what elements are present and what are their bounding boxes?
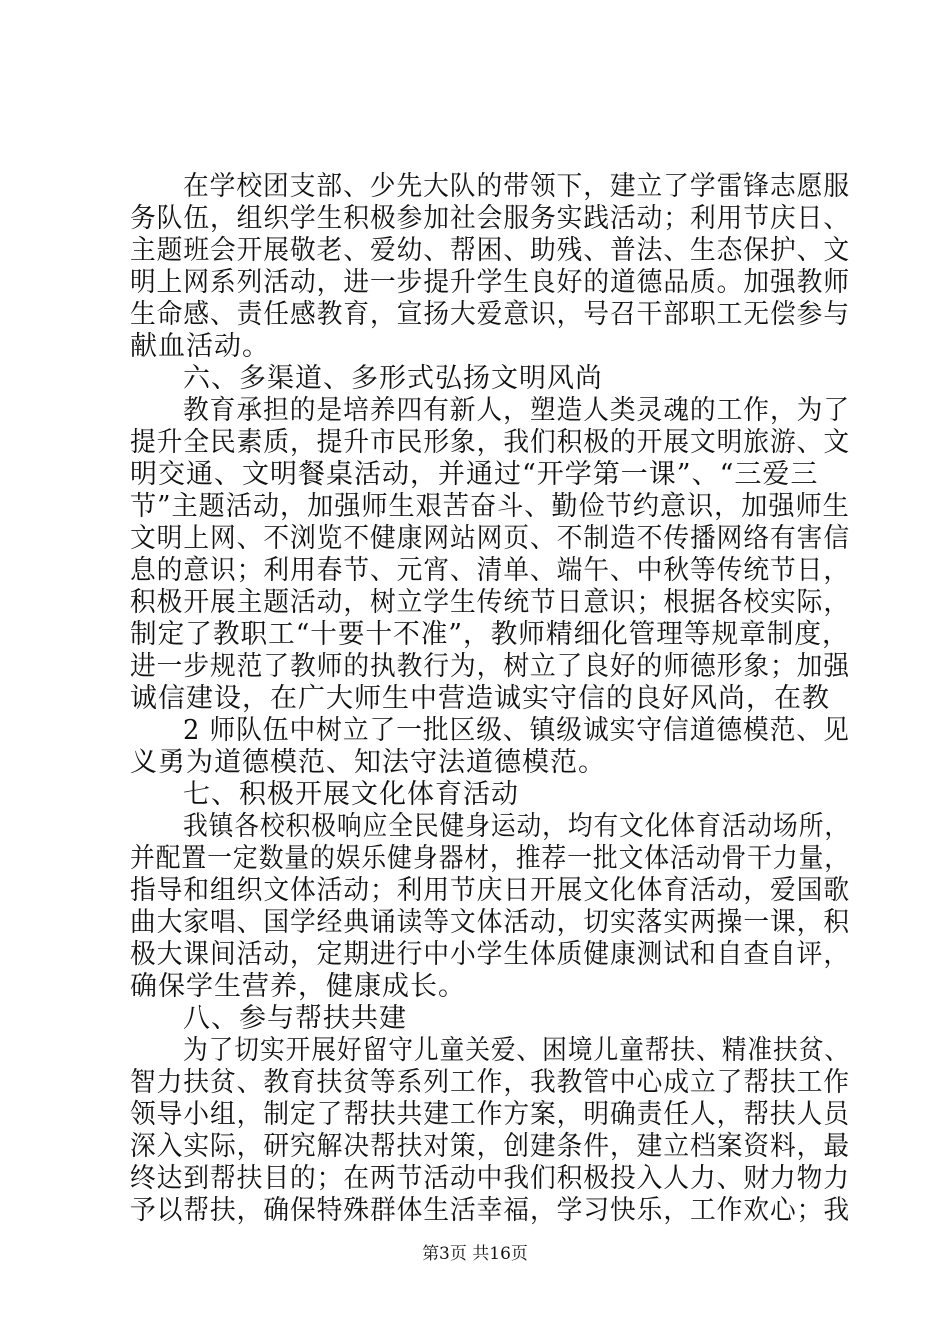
paragraph-line: 义勇为道德模范、知法守法道德模范。	[130, 747, 606, 778]
paragraph-line: 我镇各校积极响应全民健身运动，均有文化体育活动场所，	[183, 811, 850, 842]
paragraph-line: 深入实际，研究解决帮扶对策，创建条件，建立档案资料，最	[130, 1131, 850, 1162]
paragraph-line: 生命感、责任感教育，宣扬大爱意识，号召干部职工无偿参与	[130, 299, 850, 330]
paragraph-line: 息的意识；利用春节、元宵、清单、端午、中秋等传统节日，	[130, 555, 850, 586]
paragraph-line: 为了切实开展好留守儿童关爱、困境儿童帮扶、精准扶贫、	[183, 1035, 850, 1066]
paragraph-line: 领导小组，制定了帮扶共建工作方案，明确责任人，帮扶人员	[130, 1099, 850, 1130]
paragraph-line: 极大课间活动，定期进行中小学生体质健康测试和自查自评，	[130, 939, 850, 970]
paragraph-line: 明上网系列活动，进一步提升学生良好的道德品质。加强教师	[130, 267, 850, 298]
paragraph-line: 诚信建设，在广大师生中营造诚实守信的良好风尚，在教	[130, 683, 830, 714]
paragraph-line: 务队伍，组织学生积极参加社会服务实践活动；利用节庆日、	[130, 203, 850, 234]
paragraph-line: 指导和组织文体活动；利用节庆日开展文化体育活动，爱国歌	[130, 875, 850, 906]
paragraph-line: 节”主题活动，加强师生艰苦奋斗、勤俭节约意识，加强师生	[130, 491, 850, 522]
paragraph-line: 终达到帮扶目的；在两节活动中我们积极投入人力、财力物力	[130, 1163, 850, 1194]
page-number-footer: 第3页 共16页	[422, 1244, 528, 1264]
paragraph-line: 并配置一定数量的娱乐健身器材，推荐一批文体活动骨干力量，	[130, 843, 850, 874]
paragraph-line: 智力扶贫、教育扶贫等系列工作，我教管中心成立了帮扶工作	[130, 1067, 850, 1098]
paragraph-line: 曲大家唱、国学经典诵读等文体活动，切实落实两操一课，积	[130, 907, 850, 938]
paragraph-line: 确保学生营养，健康成长。	[130, 971, 466, 1002]
paragraph-line: 献血活动。	[130, 331, 270, 362]
paragraph-line: 提升全民素质，提升市民形象，我们积极的开展文明旅游、文	[130, 427, 850, 458]
paragraph-line: 予以帮扶，确保特殊群体生活幸福，学习快乐，工作欢心；我	[130, 1195, 850, 1226]
section-heading: 八、参与帮扶共建	[183, 1003, 407, 1034]
paragraph-line: 制定了教职工“十要十不准”，教师精细化管理等规章制度，	[130, 619, 850, 650]
paragraph-line: 教育承担的是培养四有新人，塑造人类灵魂的工作，为了	[183, 395, 850, 426]
paragraph-line: 2 师队伍中树立了一批区级、镇级诚实守信道德模范、见	[183, 715, 850, 746]
section-heading: 六、多渠道、多形式弘扬文明风尚	[183, 363, 603, 394]
paragraph-line: 明交通、文明餐桌活动，并通过“开学第一课”、“三爱三	[130, 459, 819, 490]
paragraph-line: 文明上网、不浏览不健康网站网页、不制造不传播网络有害信	[130, 523, 850, 554]
paragraph-line: 在学校团支部、少先大队的带领下，建立了学雷锋志愿服	[183, 171, 850, 202]
section-heading: 七、积极开展文化体育活动	[183, 779, 519, 810]
paragraph-line: 主题班会开展敬老、爱幼、帮困、助残、普法、生态保护、文	[130, 235, 850, 266]
paragraph-line: 进一步规范了教师的执教行为，树立了良好的师德形象；加强	[130, 651, 850, 682]
paragraph-line: 积极开展主题活动，树立学生传统节日意识；根据各校实际，	[130, 587, 850, 618]
